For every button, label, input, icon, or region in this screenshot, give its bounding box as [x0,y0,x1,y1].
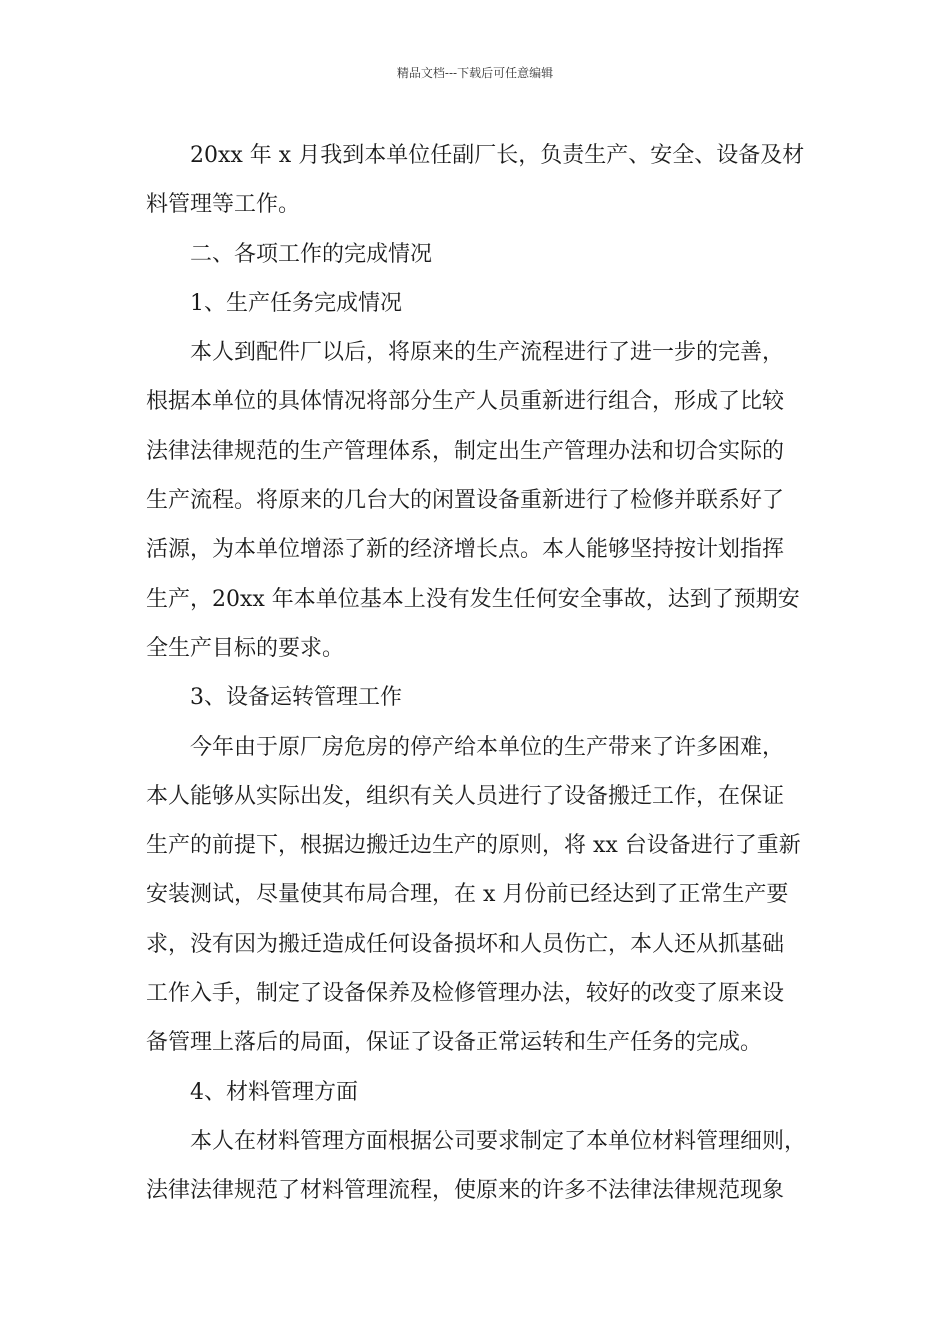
paragraph-line: 生产流程。将原来的几台大的闲置设备重新进行了检修并联系好了 [146,488,785,514]
paragraph-line: 生产，20xx 年本单位基本上没有发生任何安全事故，达到了预期安 [146,586,800,612]
paragraph-line: 工作入手，制定了设备保养及检修管理办法，较好的改变了原来设 [146,981,785,1007]
section-heading: 二、各项工作的完成情况 [190,241,433,267]
paragraph-line: 安装测试，尽量使其布局合理，在 x 月份前已经达到了正常生产要 [146,882,789,908]
paragraph-line: 本人能够从实际出发，组织有关人员进行了设备搬迁工作，在保证 [146,783,785,809]
paragraph-line: 备管理上落后的局面，保证了设备正常运转和生产任务的完成。 [146,1030,763,1056]
paragraph-line: 活源，为本单位增添了新的经济增长点。本人能够坚持按计划指挥 [146,537,785,563]
paragraph-line: 求，没有因为搬迁造成任何设备损坏和人员伤亡，本人还从抓基础 [146,931,785,957]
paragraph-line: 生产的前提下，根据边搬迁边生产的原则，将 xx 台设备进行了重新 [146,833,801,859]
subsection-heading: 3、设备运转管理工作 [190,685,402,711]
paragraph-line: 全生产目标的要求。 [146,635,345,661]
paragraph-line: 法律法律规范的生产管理体系，制定出生产管理办法和切合实际的 [146,438,785,464]
paragraph-line: 今年由于原厂房危房的停产给本单位的生产带来了许多困难， [190,734,785,760]
paragraph-line: 本人到配件厂以后，将原来的生产流程进行了进一步的完善， [190,340,785,366]
paragraph-line: 法律法律规范了材料管理流程，使原来的许多不法律法律规范现象 [146,1178,785,1204]
paragraph-line: 根据本单位的具体情况将部分生产人员重新进行组合，形成了比较 [146,389,785,415]
paragraph-line: 本人在材料管理方面根据公司要求制定了本单位材料管理细则， [190,1128,807,1154]
document-body [146,131,808,1216]
page-header: 精品文档---下载后可任意编辑 [396,66,554,80]
paragraph-line: 料管理等工作。 [146,192,301,218]
subsection-heading: 4、材料管理方面 [190,1079,358,1105]
subsection-heading: 1、生产任务完成情况 [190,290,402,316]
paragraph-line: 20xx 年 x 月我到本单位任副厂长，负责生产、安全、设备及材 [190,143,805,168]
